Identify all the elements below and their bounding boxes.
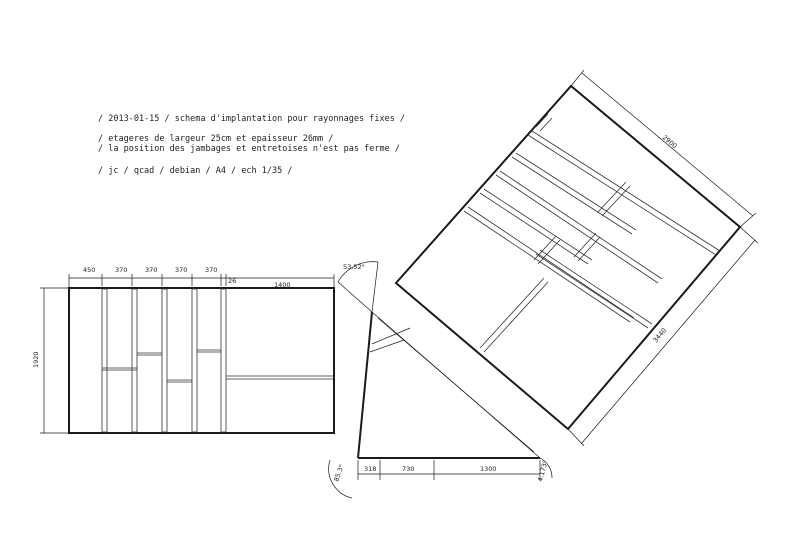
angle-4-173: 4.173° — [536, 459, 550, 483]
right-rotated-view — [396, 70, 758, 446]
left-plan-view — [32, 266, 334, 433]
angle-construction — [329, 262, 552, 498]
dim-370-b: 370 — [145, 266, 158, 274]
dim-1400: 1400 — [274, 281, 291, 289]
note-position: / la position des jambages et entretoises n'est pas ferme / — [98, 144, 400, 154]
right-width-dimension — [571, 70, 756, 227]
dim-1300: 1300 — [480, 465, 497, 473]
left-top-dimension — [69, 266, 334, 289]
left-plan-outline — [69, 288, 334, 433]
dim-1920: 1920 — [32, 351, 40, 368]
dim-370-c: 370 — [175, 266, 188, 274]
dim-318: 318 — [364, 465, 377, 473]
dim-3440: 3440 — [651, 326, 669, 345]
dim-370-a: 370 — [115, 266, 128, 274]
header-notes — [98, 114, 405, 176]
dim-450: 450 — [83, 266, 96, 274]
dim-730: 730 — [402, 465, 415, 473]
bottom-dimension — [358, 460, 540, 480]
right-depth-dimension — [568, 227, 758, 446]
left-uprights — [102, 289, 226, 432]
left-height-dimension — [32, 288, 69, 433]
right-shelf-lines — [464, 114, 720, 352]
wall-line — [358, 312, 372, 458]
dim-26: 26 — [228, 277, 237, 285]
note-title: / 2013-01-15 / schema d'implantation pour rayonnages fixes / — [98, 114, 406, 124]
dim-2900: 2900 — [660, 133, 679, 151]
note-shelf-spec: / etageres de largeur 25cm et epaisseur 26mm / — [98, 134, 334, 144]
angle-85-3: 85.3° — [332, 463, 346, 483]
note-credits: / jc / qcad / debian / A4 / ech 1/35 / — [98, 166, 293, 176]
angle-53-52: 53.52° — [343, 263, 365, 271]
dim-370-d: 370 — [205, 266, 218, 274]
